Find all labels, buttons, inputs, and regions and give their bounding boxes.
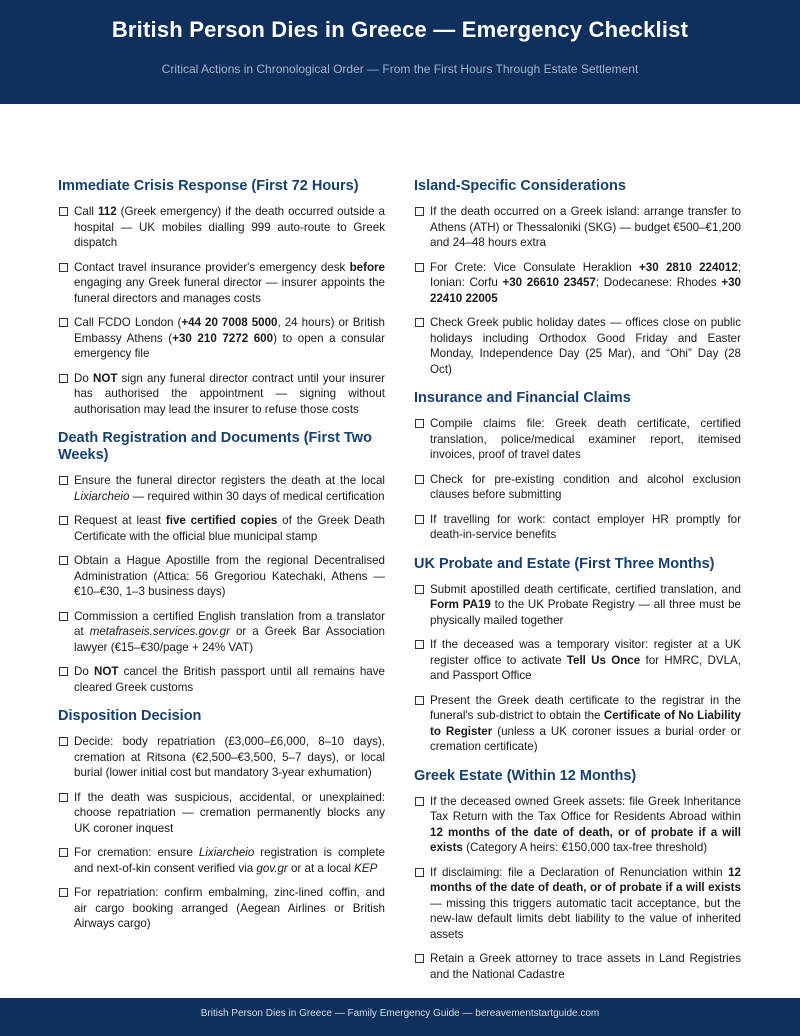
bold-text: before bbox=[349, 260, 385, 274]
item-text: If disclaiming: file a Declaration of Renunciation within bbox=[430, 865, 729, 879]
checkbox-icon[interactable] bbox=[59, 848, 68, 857]
item-text: (Greek emergency) if the death occurred outside a hospital — UK mobiles dialling 999 auto-route to Greek dispatch bbox=[74, 205, 385, 249]
section-heading: Immediate Crisis Response (First 72 Hours) bbox=[58, 178, 359, 194]
item-text: of the Greek Death Certificate with the official blue municipal stamp bbox=[74, 514, 385, 543]
section-heading: Insurance and Financial Claims bbox=[414, 390, 631, 406]
item-text: registration is complete and next-of-kin consent verified via bbox=[74, 846, 385, 875]
item-text: — required within 30 days of medical certification bbox=[129, 489, 385, 503]
item-text: Check Greek public holiday dates — offices close on public holidays including Orthodox Good Friday and Easter Monday, Independence Day (25 Mar), and “Ohi” Day (28 Oct) bbox=[430, 316, 741, 376]
checkbox-icon[interactable] bbox=[415, 515, 424, 524]
section-disposition-decision bbox=[58, 708, 385, 932]
left-column bbox=[58, 178, 385, 945]
checklist-item bbox=[58, 790, 385, 837]
item-text: If the deceased was a temporary visitor: register at a UK register office to activate bbox=[430, 638, 741, 667]
item-text: , 24 hours) or British Embassy Athens ( bbox=[74, 316, 385, 345]
item-text: If travelling for work: contact employer HR promptly for death-in-service benefits bbox=[430, 512, 741, 541]
item-text: Obtain a Hague Apostille from the regional Decentralised Administration (Attica: 56 Gregoriou Katechaki, Athens — €10–€30, 1–3 business days) bbox=[74, 554, 385, 598]
item-text: If the death was suspicious, accidental, or unexplained: choose repatriation — cremation permanently blocks any UK coroner inquest bbox=[74, 790, 385, 835]
bold-text: +30 22410 22005 bbox=[430, 276, 741, 305]
bold-text: 12 months of the date of death, or of probate if a will exists bbox=[430, 825, 741, 854]
item-text: Contact travel insurance provider's emergency desk bbox=[74, 260, 350, 274]
checklist-item bbox=[414, 512, 741, 543]
checklist-item bbox=[414, 582, 741, 629]
checkbox-icon[interactable] bbox=[59, 476, 68, 485]
item-text: Compile claims file: Greek death certificate, certified translation, police/medical examiner report, itemised invoices, proof of travel dates bbox=[430, 417, 741, 461]
page-title: British Person Dies in Greece — Emergency Checklist bbox=[111, 17, 689, 42]
item-text: or a Greek Bar Association lawyer (€15–€30/page + 24% VAT) bbox=[74, 625, 386, 654]
checklist-item bbox=[58, 473, 385, 504]
checkbox-icon[interactable] bbox=[59, 374, 68, 383]
item-text: cancel the British passport until all remains have cleared Greek customs bbox=[74, 665, 385, 694]
item-text: For Crete: Vice Consulate Heraklion bbox=[430, 260, 640, 274]
checklist-item bbox=[414, 472, 741, 503]
checklist-item bbox=[414, 204, 741, 251]
checkbox-icon[interactable] bbox=[415, 475, 424, 484]
checklist-item bbox=[414, 794, 741, 856]
checkbox-icon[interactable] bbox=[415, 640, 424, 649]
checkbox-icon[interactable] bbox=[59, 612, 68, 621]
checklist-item bbox=[414, 260, 741, 307]
item-text: (unless a UK coroner issues a burial order or cremation certificate) bbox=[430, 724, 741, 753]
section-heading: UK Probate and Estate (First Three Months) bbox=[414, 555, 715, 572]
item-text: — missing this triggers automatic tacit acceptance, but the new-law default limits debt liability to the value of inherited assets bbox=[430, 896, 741, 941]
bold-text: Form PA19 bbox=[430, 598, 491, 611]
checklist-item bbox=[58, 260, 385, 307]
checklist-item bbox=[414, 693, 741, 755]
checklist-item bbox=[58, 513, 385, 544]
checkbox-icon[interactable] bbox=[415, 585, 424, 594]
checklist bbox=[58, 734, 385, 932]
item-text: ; Dodecanese: Rhodes bbox=[595, 276, 722, 289]
item-text: Request at least bbox=[74, 514, 166, 527]
checkbox-icon[interactable] bbox=[415, 263, 424, 272]
checklist-item bbox=[58, 553, 385, 600]
italic-text: Lixiarcheio bbox=[74, 489, 130, 503]
page-subtitle: Critical Actions in Chronological Order — From the First Hours Through Estate Settlement bbox=[161, 62, 639, 76]
item-text: ; Ionian: Corfu bbox=[430, 260, 742, 289]
item-text: for HMRC, DVLA, and Passport Office bbox=[430, 653, 741, 682]
item-text: Do bbox=[74, 665, 94, 678]
checkbox-icon[interactable] bbox=[415, 797, 424, 806]
item-text: Retain a Greek attorney to trace assets in Land Registries and the National Cadastre bbox=[430, 952, 741, 981]
checklist-item bbox=[58, 315, 385, 362]
item-text: Call bbox=[74, 205, 98, 218]
bold-text: NOT bbox=[92, 371, 118, 385]
checkbox-icon[interactable] bbox=[415, 696, 424, 705]
section-immediate-crisis-response-first-72-hours bbox=[58, 178, 385, 417]
checklist-item bbox=[58, 845, 385, 876]
bold-text: +30 26610 23457 bbox=[502, 276, 596, 289]
bold-text: 12 months of the date of death, or of probate if a will exists bbox=[430, 865, 741, 894]
checklist bbox=[58, 204, 385, 417]
item-text: Commission a certified English translation from a translator at bbox=[74, 609, 385, 638]
checkbox-icon[interactable] bbox=[415, 419, 424, 428]
checkbox-icon[interactable] bbox=[59, 667, 68, 676]
item-text: For repatriation: confirm embalming, zinc-lined coffin, and air cargo booking arranged (Aegean Airlines or British Airways cargo) bbox=[74, 886, 385, 930]
item-text: Check for pre-existing condition and alcohol exclusion clauses before submitting bbox=[430, 472, 741, 501]
bold-text: +30 2810 224012 bbox=[639, 260, 738, 274]
item-text: to the UK Probate Registry — all three must be physically mailed together bbox=[430, 598, 741, 627]
bold-text: NOT bbox=[93, 665, 119, 678]
item-text: If the deceased owned Greek assets: file Greek Inheritance Tax Return with the Tax Office for Residents Abroad within bbox=[430, 794, 741, 823]
item-text: Ensure the funeral director registers the death at the local bbox=[74, 474, 385, 487]
section-heading: Greek Estate (Within 12 Months) bbox=[414, 767, 637, 784]
checkbox-icon[interactable] bbox=[415, 207, 424, 216]
bold-text: +30 210 7272 600 bbox=[172, 331, 274, 345]
checkbox-icon[interactable] bbox=[415, 954, 424, 963]
section-heading: Island-Specific Considerations bbox=[414, 178, 626, 194]
checkbox-icon[interactable] bbox=[59, 556, 68, 565]
checkbox-icon[interactable] bbox=[59, 207, 68, 216]
checkbox-icon[interactable] bbox=[415, 318, 424, 327]
item-text: For cremation: ensure bbox=[74, 846, 199, 859]
item-text: (Category A heirs: €150,000 tax-free threshold) bbox=[462, 841, 708, 854]
checklist-item bbox=[58, 609, 385, 656]
checklist bbox=[414, 204, 741, 377]
item-text: If the death occurred on a Greek island: arrange transfer to Athens (ATH) or Thessaloniki (SKG) — budget €500–€1,200 and 24–48 hours extra bbox=[430, 205, 741, 249]
bold-text: +44 20 7008 5000 bbox=[181, 316, 278, 329]
checkbox-icon[interactable] bbox=[59, 737, 68, 746]
italic-text: gov.gr bbox=[256, 861, 288, 875]
italic-text: Lixiarcheio bbox=[198, 846, 255, 859]
checkbox-icon[interactable] bbox=[59, 318, 68, 327]
checkbox-icon[interactable] bbox=[59, 888, 68, 897]
section-heading: Disposition Decision bbox=[58, 708, 202, 724]
section-greek-estate-within-12-months bbox=[414, 768, 741, 983]
item-text: Present the Greek death certificate to the registrar in the funeral's sub-district to obtain the bbox=[430, 693, 741, 722]
checklist-item bbox=[414, 637, 741, 684]
item-text: Call FCDO London ( bbox=[74, 316, 182, 329]
checklist bbox=[414, 582, 741, 755]
footer-text: British Person Dies in Greece — Family Emergency Guide — bereavementstartguide.com bbox=[200, 1008, 600, 1019]
checkbox-icon[interactable] bbox=[59, 793, 68, 802]
checkbox-icon[interactable] bbox=[59, 516, 68, 525]
checklist-item bbox=[58, 664, 385, 695]
page-footer bbox=[0, 998, 800, 1036]
checklist-item bbox=[414, 416, 741, 463]
item-text: sign any funeral director contract until your insurer has authorised the appointment — signing without authorisation may lead the insurer to refuse those costs bbox=[74, 371, 385, 416]
section-island-specific-considerations bbox=[414, 178, 741, 377]
checklist-item bbox=[58, 885, 385, 932]
section-heading: Death Registration and Documents (First Two Weeks) bbox=[58, 430, 372, 463]
item-text: Decide: body repatriation (£3,000–£6,000, 8–10 days), cremation at Ritsona (€2,500–€3,500, 5–7 days), or local burial (lower initial cost but mandatory 3-year exhumation) bbox=[74, 735, 385, 779]
italic-text: metafraseis.services.gov.gr bbox=[89, 625, 230, 638]
item-text: ) to open a consular emergency file bbox=[74, 331, 386, 360]
item-text: Do bbox=[74, 371, 93, 385]
item-text: or at a local bbox=[287, 861, 355, 875]
page-header bbox=[0, 0, 800, 104]
checklist bbox=[58, 473, 385, 695]
section-death-registration-and-documents-first-two-weeks bbox=[58, 430, 385, 695]
item-text: Submit apostilled death certificate, certified translation, and bbox=[430, 582, 741, 596]
checklist-item bbox=[58, 734, 385, 781]
right-column bbox=[414, 178, 741, 995]
checkbox-icon[interactable] bbox=[59, 263, 68, 272]
bold-text: five certified copies bbox=[165, 514, 278, 527]
item-text: engaging any Greek funeral director — insurer appoints the funeral directors and manages costs bbox=[74, 276, 385, 305]
checklist-item bbox=[58, 371, 385, 418]
checklist bbox=[414, 416, 741, 543]
checklist-item bbox=[58, 204, 385, 251]
checklist-item bbox=[414, 315, 741, 377]
checklist-item bbox=[414, 951, 741, 982]
bold-text: Certificate of No Liability to Register bbox=[430, 709, 741, 738]
checklist bbox=[414, 794, 741, 983]
checkbox-icon[interactable] bbox=[415, 868, 424, 877]
section-insurance-and-financial-claims bbox=[414, 390, 741, 543]
section-uk-probate-and-estate-first-three-months bbox=[414, 556, 741, 755]
italic-text: KEP bbox=[354, 861, 378, 875]
bold-text: 112 bbox=[97, 205, 117, 218]
bold-text: Tell Us Once bbox=[566, 653, 641, 667]
checklist-item bbox=[414, 865, 741, 943]
